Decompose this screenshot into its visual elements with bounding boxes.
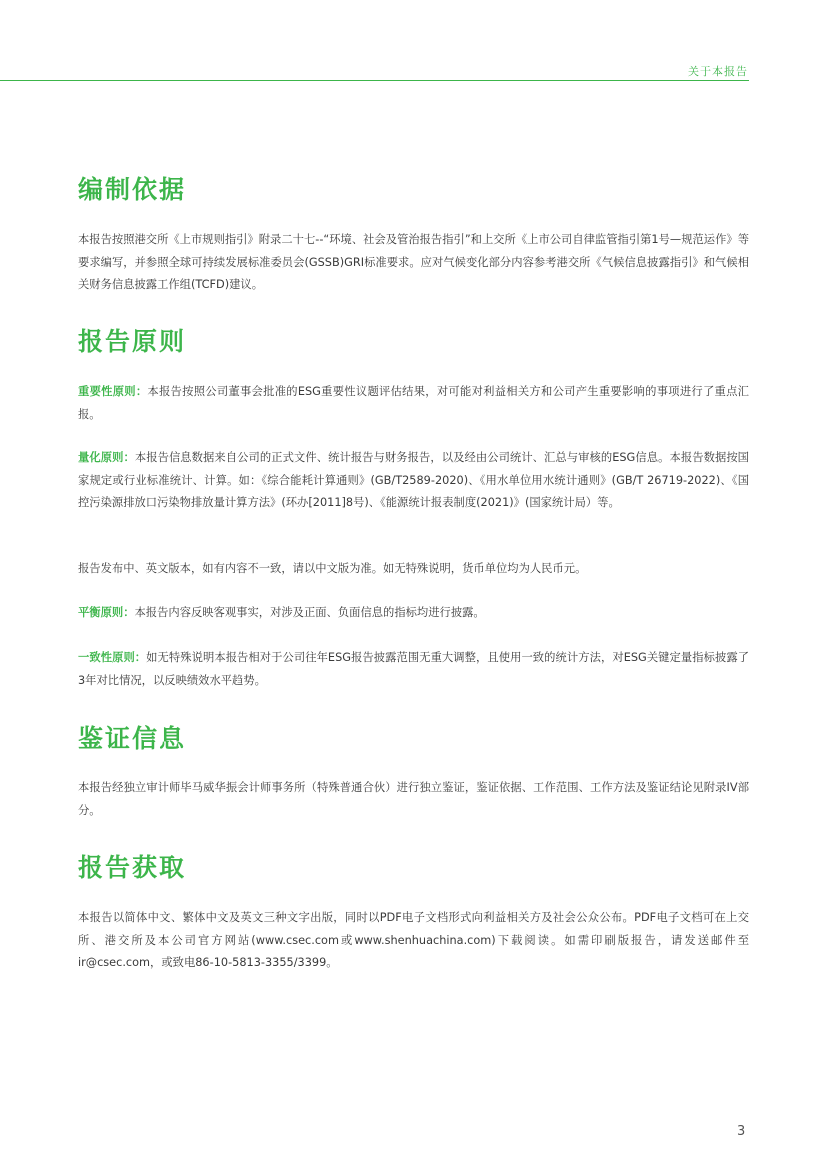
consistency-principle-label: 一致性原则： xyxy=(78,651,147,664)
assurance-paragraph xyxy=(78,777,749,822)
paragraph-text: 报告发布中、英文版本，如有内容不一致，请以中文版为准。如无特殊说明，货币单位均为人民币元。 xyxy=(78,562,587,575)
section-header-label: 关于本报告 xyxy=(688,65,748,78)
report-access-paragraph xyxy=(78,907,749,975)
paragraph-text: 本报告按照公司董事会批准的ESG重要性议题评估结果，对可能对利益相关方和公司产生重要影响的事项进行了重点汇报。 xyxy=(78,385,749,421)
section-title-report-access: 报告获取 xyxy=(78,853,187,882)
balance-principle-label: 平衡原则： xyxy=(78,606,135,619)
header-divider xyxy=(0,80,749,81)
balance-principle-paragraph xyxy=(78,602,749,625)
paragraph-text: 本报告内容反映客观事实，对涉及正面、负面信息的指标均进行披露。 xyxy=(134,606,485,619)
section-title-assurance-information: 鉴证信息 xyxy=(78,724,187,753)
language-currency-paragraph xyxy=(78,558,749,581)
section-title-reporting-principles: 报告原则 xyxy=(78,327,187,356)
consistency-principle-paragraph xyxy=(78,647,749,692)
paragraph-text: 如无特殊说明本报告相对于公司往年ESG报告披露范围无重大调整，且使用一致的统计方法，对ESG关键定量指标披露了3年对比情况，以反映绩效水平趋势。 xyxy=(78,651,749,687)
materiality-principle-paragraph xyxy=(78,381,749,426)
paragraph-text: 本报告信息数据来自公司的正式文件、统计报告与财务报告，以及经由公司统计、汇总与审核的ESG信息。本报告数据按国家规定或行业标准统计、计算。如：《综合能耗计算通则》(GB/T2589-2020)、《用水单位用水统计通则》(GB/T 26719-2022)、《国控污染源排放口污染物排放量计算方法》(环办[2011]8号)、《能源统计报表制度(2021)》(国家统计局）等。 xyxy=(78,451,749,509)
quantitative-principle-paragraph xyxy=(78,447,749,515)
paragraph-text: 本报告按照港交所《上市规则指引》附录二十七--“环境、社会及管治报告指引”和上交所《上市公司自律监管指引第1号—规范运作》等要求编写，并参照全球可持续发展标准委员会(GSSB)GRI标准要求。应对气候变化部分内容参考港交所《气候信息披露指引》和气候相关财务信息披露工作组(TCFD)建议。 xyxy=(78,233,749,291)
compilation-basis-paragraph xyxy=(78,229,749,297)
paragraph-text: 本报告经独立审计师毕马威华振会计师事务所（特殊普通合伙）进行独立鉴证，鉴证依据、工作范围、工作方法及鉴证结论见附录IV部分。 xyxy=(78,781,749,817)
paragraph-text: 本报告以简体中文、繁体中文及英文三种文字出版，同时以PDF电子文档形式向利益相关方及社会公众公布。PDF电子文档可在上交所、港交所及本公司官方网站(www.csec.com或www.shenhuachina.com)下载阅读。如需印刷版报告，请发送邮件至ir@csec.com，或致电86-10-5813-3355/3399。 xyxy=(78,911,749,969)
quantitative-principle-label: 量化原则： xyxy=(78,451,135,464)
section-title-compilation-basis: 编制依据 xyxy=(78,175,187,204)
materiality-principle-label: 重要性原则： xyxy=(78,385,148,398)
page-number: 3 xyxy=(737,1124,746,1139)
